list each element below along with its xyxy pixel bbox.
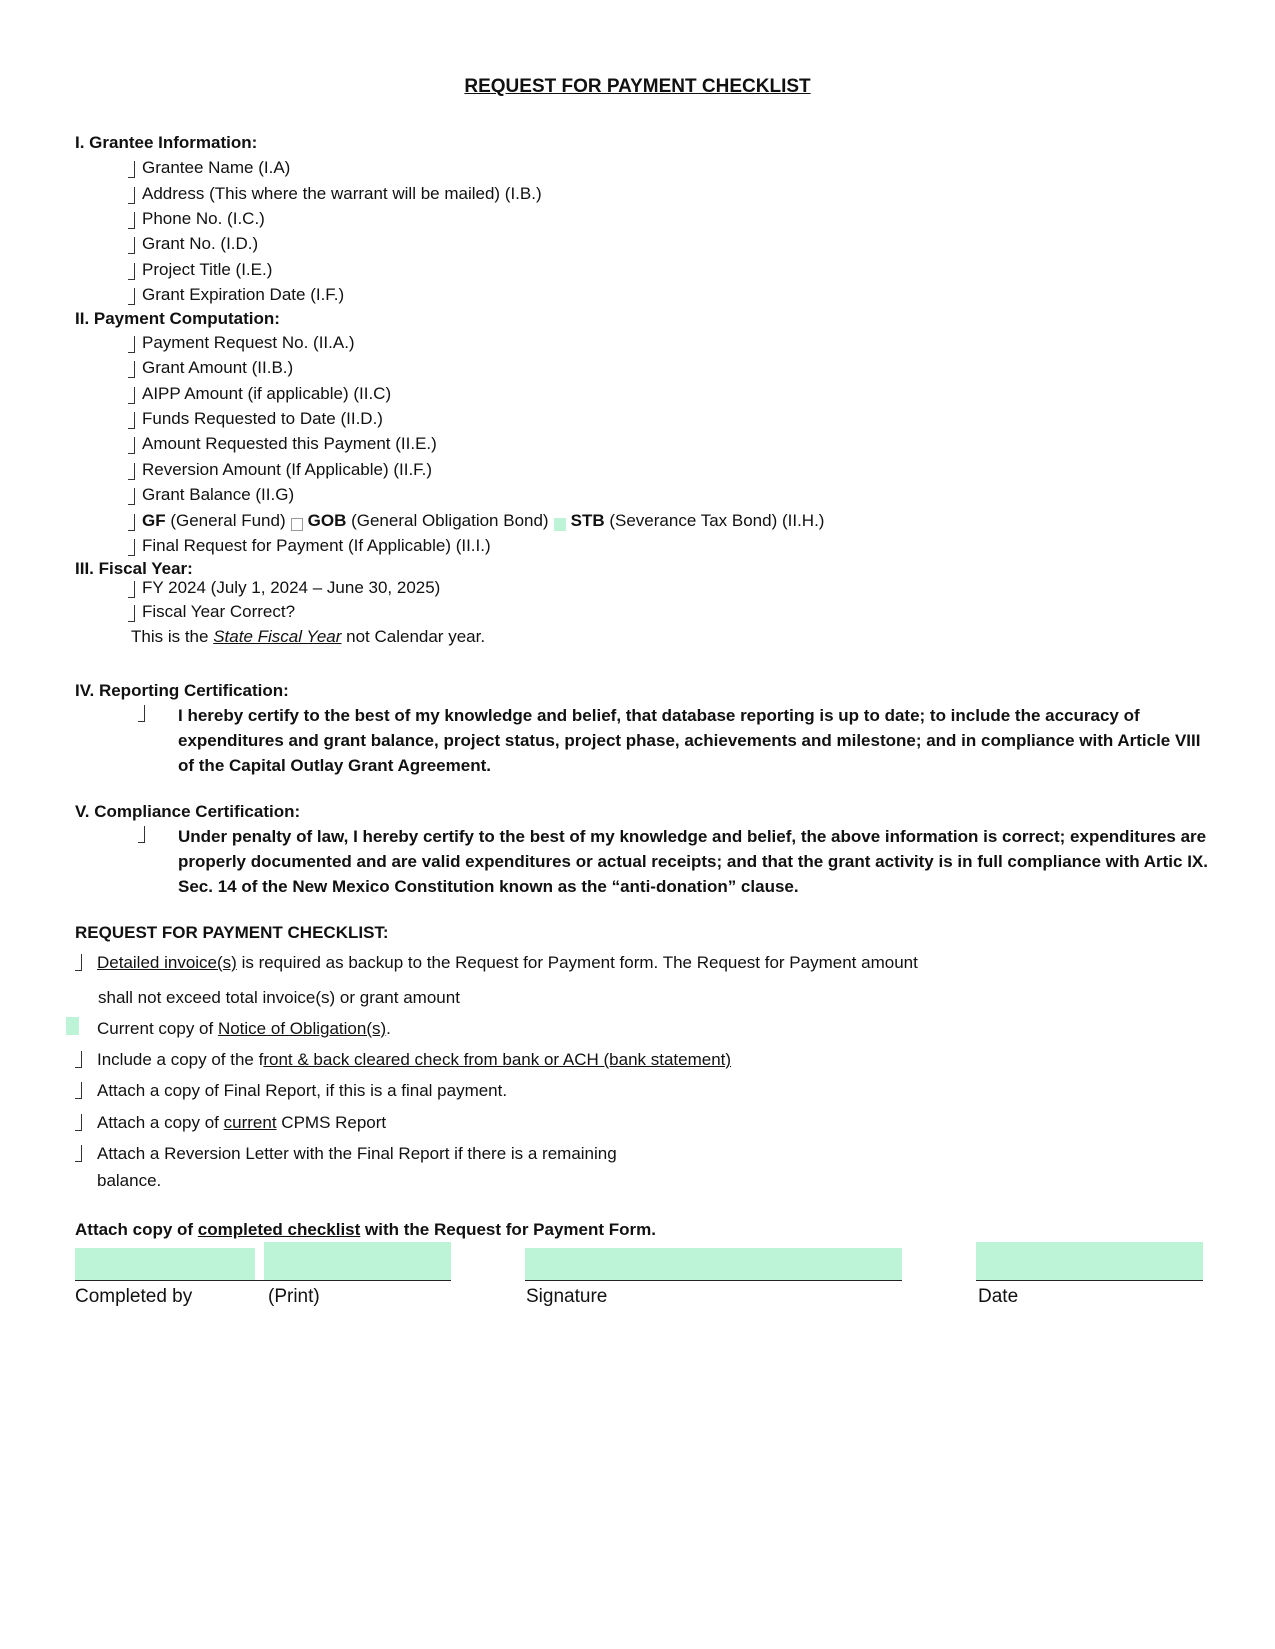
checkbox-icon[interactable]	[138, 826, 145, 843]
date-field[interactable]	[976, 1242, 1203, 1280]
checkbox-icon[interactable]	[128, 463, 135, 480]
completed-by-line	[75, 1280, 451, 1281]
checklist-item-continued: shall not exceed total invoice(s) or grant amount	[98, 988, 460, 1007]
section-4-heading: IV. Reporting Certification:	[75, 681, 289, 700]
checklist-item[interactable]: Grant Expiration Date (I.F.)	[128, 285, 344, 305]
checklist-item-continued: balance.	[97, 1171, 162, 1190]
checklist-item[interactable]: Grant No. (I.D.)	[128, 234, 258, 254]
checklist-item: Attach a copy of Final Report, if this is a final payment.	[97, 1081, 508, 1100]
checklist-item[interactable]: Phone No. (I.C.)	[128, 209, 265, 229]
checkbox-icon[interactable]	[75, 1082, 82, 1099]
checkbox-icon[interactable]	[128, 581, 135, 598]
checkbox-icon[interactable]	[128, 237, 135, 254]
checklist-item[interactable]: Fiscal Year Correct?	[128, 602, 295, 622]
section-2-heading: II. Payment Computation:	[75, 309, 280, 328]
checkbox-icon[interactable]	[128, 539, 135, 556]
checkbox-icon[interactable]	[75, 1145, 82, 1162]
print-label: (Print)	[268, 1286, 320, 1307]
signature-field[interactable]	[525, 1248, 902, 1280]
section-1-heading: I. Grantee Information:	[75, 133, 258, 152]
checklist-item: Current copy of Notice of Obligation(s).	[97, 1019, 391, 1038]
fund-type-item[interactable]: GF (General Fund) GOB (General Obligation Bond) STB (Severance Tax Bond) (II.H.)	[128, 511, 824, 531]
checkbox-icon[interactable]	[138, 705, 145, 722]
print-name-field[interactable]	[264, 1242, 451, 1280]
checklist-item[interactable]: Amount Requested this Payment (II.E.)	[128, 434, 437, 454]
reporting-certification-text: I hereby certify to the best of my knowledge and belief, that database reporting is up to date; to include the accuracy of expenditures and grant balance, project status, project phase, achievements and milestone; and in compliance with Article VIII of the Capital Outlay Grant Agreement.	[178, 706, 1201, 775]
checklist-item[interactable]: AIPP Amount (if applicable) (II.C)	[128, 384, 391, 404]
checkbox-icon[interactable]	[75, 1114, 82, 1131]
gob-checkbox-icon[interactable]	[291, 518, 303, 531]
checkbox-icon[interactable]	[128, 605, 135, 622]
checkbox-icon[interactable]	[128, 437, 135, 454]
checkbox-icon[interactable]	[128, 161, 135, 178]
checkbox-icon[interactable]	[75, 1051, 82, 1068]
checklist-item[interactable]: Grant Balance (II.G)	[128, 485, 294, 505]
fiscal-year-note: This is the State Fiscal Year not Calendar year.	[131, 627, 486, 646]
checklist-item: Detailed invoice(s) is required as backup to the Request for Payment form. The Request for Payment amount	[97, 953, 918, 972]
attach-instruction: Attach copy of completed checklist with the Request for Payment Form.	[75, 1220, 656, 1239]
checkbox-icon[interactable]	[128, 336, 135, 353]
section-3-heading: III. Fiscal Year:	[75, 559, 193, 578]
signature-label: Signature	[526, 1286, 608, 1307]
checkbox-icon[interactable]	[128, 387, 135, 404]
checklist-item[interactable]: Project Title (I.E.)	[128, 260, 272, 280]
checklist-item[interactable]: Grantee Name (I.A)	[128, 158, 290, 178]
checkbox-icon[interactable]	[128, 488, 135, 505]
checklist-item[interactable]: Final Request for Payment (If Applicable) (II.I.)	[128, 536, 491, 556]
checkbox-icon[interactable]	[128, 288, 135, 305]
stb-checkbox-icon[interactable]	[554, 518, 566, 531]
checkbox-icon[interactable]	[128, 187, 135, 204]
checklist-item[interactable]: Reversion Amount (If Applicable) (II.F.)	[128, 460, 432, 480]
checklist-heading: REQUEST FOR PAYMENT CHECKLIST:	[75, 923, 389, 942]
checkbox-icon[interactable]	[75, 954, 82, 971]
checklist-item[interactable]: Funds Requested to Date (II.D.)	[128, 409, 383, 429]
signature-line	[525, 1280, 902, 1281]
section-5-heading: V. Compliance Certification:	[75, 802, 301, 821]
completed-by-label: Completed by	[75, 1286, 193, 1307]
checklist-item: Include a copy of the front & back cleared check from bank or ACH (bank statement)	[97, 1050, 732, 1069]
checkbox-icon[interactable]	[128, 361, 135, 378]
checkbox-icon[interactable]	[66, 1017, 79, 1035]
date-line	[976, 1280, 1203, 1281]
checklist-item[interactable]: Address (This where the warrant will be mailed) (I.B.)	[128, 184, 542, 204]
checkbox-icon[interactable]	[128, 412, 135, 429]
checklist-item: Attach a Reversion Letter with the Final Report if there is a remaining	[97, 1144, 617, 1163]
checklist-item[interactable]: FY 2024 (July 1, 2024 – June 30, 2025)	[128, 578, 440, 598]
date-label: Date	[978, 1286, 1019, 1307]
checklist-item: Attach a copy of current CPMS Report	[97, 1113, 387, 1132]
compliance-certification-text: Under penalty of law, I hereby certify to the best of my knowledge and belief, the above information is correct; expenditures are properly documented and are valid expenditures or actual receipts; and that the grant activity is in full compliance with Artic IX. Sec. 14 of the New Mexico Constitution known as the “anti-donation” clause.	[178, 827, 1208, 896]
completed-by-field[interactable]	[75, 1248, 255, 1280]
checkbox-icon[interactable]	[128, 212, 135, 229]
checklist-item[interactable]: Payment Request No. (II.A.)	[128, 333, 355, 353]
checklist-item[interactable]: Grant Amount (II.B.)	[128, 358, 293, 378]
checkbox-icon[interactable]	[128, 514, 135, 531]
page-title: REQUEST FOR PAYMENT CHECKLIST	[464, 76, 811, 97]
checkbox-icon[interactable]	[128, 263, 135, 280]
